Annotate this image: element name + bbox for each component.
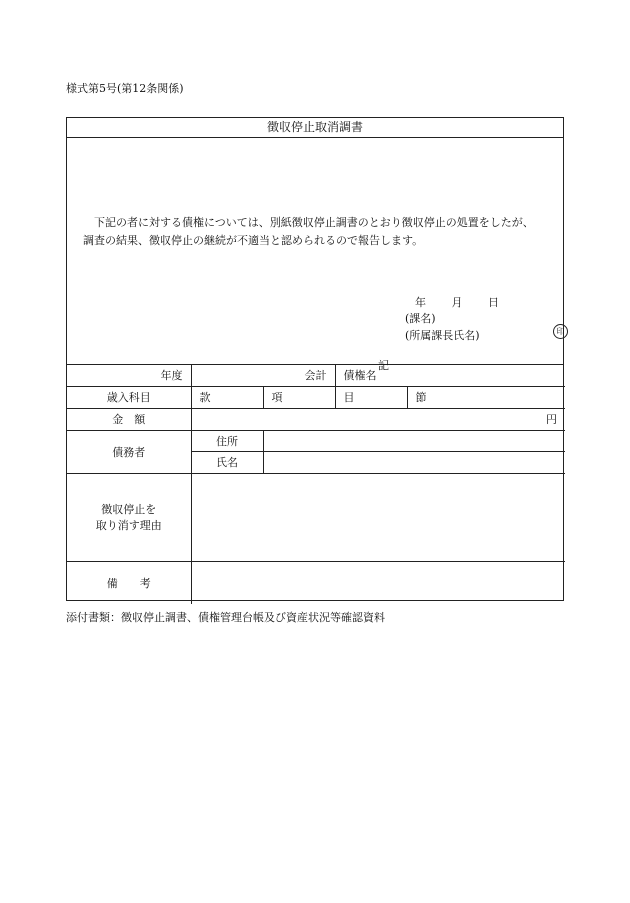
fiscal-year-label: 年度 [67,365,191,386]
debtor-label: 債務者 [67,430,191,473]
date-day: 日 [488,296,499,309]
name-field [263,451,565,473]
kan-label: 款 [191,386,263,408]
statement-line-1: 下記の者に対する債権については、別紙徴収停止調書のとおり徴収停止の処置をしたが、 [94,216,534,229]
yen-unit: 円 [191,408,565,430]
table-row [67,561,565,604]
department-label: (課名) [405,312,436,325]
report-body [67,138,565,372]
cancellation-reason-label [67,473,191,561]
table-row [67,473,565,561]
cancellation-reason-field [191,473,565,561]
date-month: 月 [451,296,463,309]
report-statement [83,214,555,250]
official-name-label: (所属課長氏名) [405,329,480,342]
record-mark: 記 [378,359,389,372]
table-row [67,365,565,386]
form-title: 徴収停止取消調書 [67,118,563,138]
name-label: 氏名 [191,451,263,473]
date-year: 年 [415,296,426,309]
remarks-field [191,561,565,604]
reason-label-line-1: 徴収停止を [101,503,157,516]
date-line [415,294,499,310]
account-label: 会計 [191,365,335,386]
reason-label-line-2: 取り消す理由 [95,519,162,532]
kou-label: 項 [263,386,335,408]
claim-name-label: 債権名 [335,365,565,386]
statement-line-2: 調査の結果、徴収停止の継続が不適当と認められるので報告します。 [83,234,424,247]
budget-item-label: 歳入科目 [67,386,191,408]
remarks-label: 備 考 [67,561,191,604]
attachment-note: 添付書類：徴収停止調書、債権管理台帳及び資産状況等確認資料 [66,611,385,624]
seal-mark: 印 [553,324,568,339]
cancellation-form [66,117,564,601]
claim-details-table [67,365,565,604]
table-row [67,408,565,430]
address-label: 住所 [191,430,263,451]
table-row [67,386,565,408]
moku-label: 目 [335,386,407,408]
table-row [67,430,565,451]
amount-label: 金 額 [67,408,191,430]
address-field [263,430,565,451]
setsu-label: 節 [407,386,565,408]
form-number: 様式第5号(第12条関係) [66,82,184,95]
